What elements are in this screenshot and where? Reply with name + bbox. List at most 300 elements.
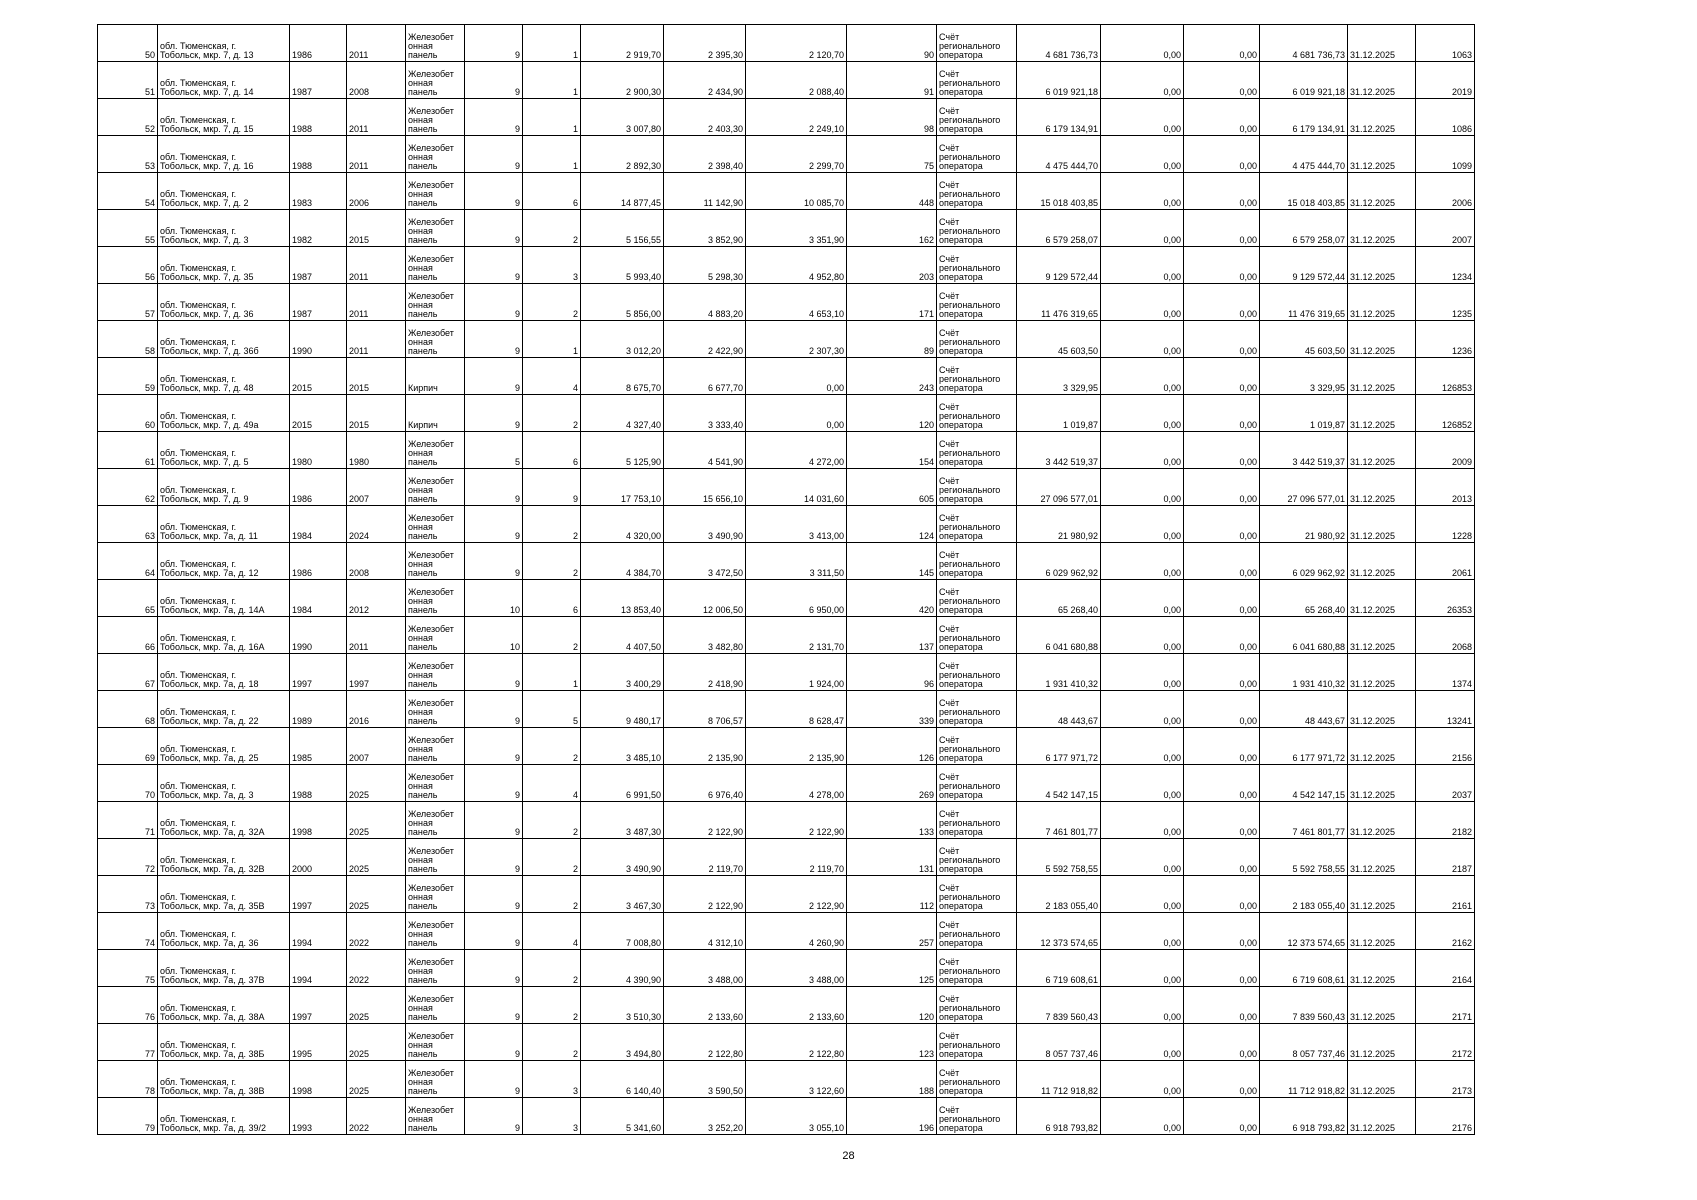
cell-deadline-date: 31.12.2025 [1348,580,1416,617]
cell-house-code: 2037 [1416,765,1475,802]
table-row [98,136,1475,173]
cell-year-built: 1986 [290,543,347,580]
cell-total-balance: 5 592 758,55 [1260,839,1348,876]
cell-floors: 9 [465,247,523,284]
cell-deadline-date: 31.12.2025 [1348,1098,1416,1135]
cell-wall-material: Железобет онная панель [406,210,465,247]
cell-total-area: 6 140,40 [581,1061,664,1098]
cell-row-number: 66 [98,617,158,654]
cell-residents: 339 [847,691,937,728]
cell-premises-area: 3 311,50 [746,543,847,580]
cell-interest-amount: 0,00 [1184,321,1260,358]
cell-house-code: 2019 [1416,62,1475,99]
cell-residents: 154 [847,432,937,469]
cell-fund-balance: 1 931 410,32 [1017,654,1101,691]
cell-row-number: 70 [98,765,158,802]
cell-address: обл. Тюменская, г. Тобольск, мкр. 7а, д. 16А [158,617,290,654]
cell-residents: 188 [847,1061,937,1098]
cell-row-number: 54 [98,173,158,210]
cell-floors: 9 [465,987,523,1024]
cell-year-renovated: 2022 [347,913,406,950]
cell-residents: 96 [847,654,937,691]
cell-debt-amount: 0,00 [1101,950,1184,987]
cell-total-area: 2 892,30 [581,136,664,173]
cell-year-renovated: 2012 [347,580,406,617]
cell-debt-amount: 0,00 [1101,839,1184,876]
cell-entrances: 2 [523,876,581,913]
cell-house-code: 2173 [1416,1061,1475,1098]
cell-address: обл. Тюменская, г. Тобольск, мкр. 7, д. 9 [158,469,290,506]
cell-deadline-date: 31.12.2025 [1348,950,1416,987]
cell-wall-material: Железобет онная панель [406,136,465,173]
cell-fund-balance: 7 839 560,43 [1017,987,1101,1024]
cell-row-number: 52 [98,99,158,136]
cell-house-code: 2164 [1416,950,1475,987]
cell-address: обл. Тюменская, г. Тобольск, мкр. 7а, д. 3 [158,765,290,802]
cell-year-renovated: 2011 [347,99,406,136]
cell-fund-balance: 65 268,40 [1017,580,1101,617]
cell-address: обл. Тюменская, г. Тобольск, мкр. 7, д. 5 [158,432,290,469]
cell-floors: 9 [465,136,523,173]
cell-debt-amount: 0,00 [1101,580,1184,617]
cell-premises-area: 4 653,10 [746,284,847,321]
cell-deadline-date: 31.12.2025 [1348,25,1416,62]
cell-residential-area: 2 135,90 [664,728,746,765]
cell-debt-amount: 0,00 [1101,284,1184,321]
cell-total-balance: 6 719 608,61 [1260,950,1348,987]
cell-residents: 257 [847,913,937,950]
cell-year-built: 1995 [290,1024,347,1061]
cell-wall-material: Железобет онная панель [406,765,465,802]
cell-interest-amount: 0,00 [1184,580,1260,617]
cell-entrances: 2 [523,395,581,432]
cell-entrances: 4 [523,765,581,802]
cell-row-number: 78 [98,1061,158,1098]
cell-wall-material: Железобет онная панель [406,913,465,950]
cell-debt-amount: 0,00 [1101,654,1184,691]
cell-fund-balance: 45 603,50 [1017,321,1101,358]
cell-residential-area: 4 883,20 [664,284,746,321]
cell-total-area: 5 993,40 [581,247,664,284]
cell-premises-area: 10 085,70 [746,173,847,210]
table-row [98,691,1475,728]
cell-year-renovated: 2015 [347,358,406,395]
table-row [98,543,1475,580]
cell-residential-area: 2 434,90 [664,62,746,99]
cell-row-number: 51 [98,62,158,99]
table-row [98,358,1475,395]
cell-premises-area: 14 031,60 [746,469,847,506]
cell-floors: 10 [465,617,523,654]
cell-total-balance: 15 018 403,85 [1260,173,1348,210]
cell-fund-balance: 15 018 403,85 [1017,173,1101,210]
cell-year-built: 1987 [290,62,347,99]
cell-row-number: 50 [98,25,158,62]
cell-row-number: 77 [98,1024,158,1061]
cell-year-built: 1989 [290,691,347,728]
cell-floors: 10 [465,580,523,617]
cell-row-number: 58 [98,321,158,358]
cell-house-code: 2176 [1416,1098,1475,1135]
cell-house-code: 1374 [1416,654,1475,691]
cell-fund-method: Счёт регионального оператора [937,1024,1017,1061]
cell-year-renovated: 2025 [347,765,406,802]
cell-total-balance: 6 019 921,18 [1260,62,1348,99]
cell-residential-area: 15 656,10 [664,469,746,506]
cell-entrances: 3 [523,247,581,284]
cell-residents: 89 [847,321,937,358]
cell-year-renovated: 2016 [347,691,406,728]
table-row [98,210,1475,247]
cell-premises-area: 1 924,00 [746,654,847,691]
cell-row-number: 65 [98,580,158,617]
cell-fund-method: Счёт регионального оператора [937,136,1017,173]
cell-fund-method: Счёт регионального оператора [937,358,1017,395]
cell-entrances: 5 [523,691,581,728]
cell-address: обл. Тюменская, г. Тобольск, мкр. 7а, д. 38Б [158,1024,290,1061]
cell-floors: 9 [465,506,523,543]
cell-house-code: 2172 [1416,1024,1475,1061]
cell-deadline-date: 31.12.2025 [1348,247,1416,284]
cell-total-balance: 12 373 574,65 [1260,913,1348,950]
cell-total-area: 4 320,00 [581,506,664,543]
cell-fund-method: Счёт регионального оператора [937,876,1017,913]
cell-total-balance: 2 183 055,40 [1260,876,1348,913]
cell-residents: 125 [847,950,937,987]
cell-interest-amount: 0,00 [1184,99,1260,136]
cell-residential-area: 3 488,00 [664,950,746,987]
cell-fund-balance: 3 329,95 [1017,358,1101,395]
cell-address: обл. Тюменская, г. Тобольск, мкр. 7а, д. 18 [158,654,290,691]
cell-house-code: 2162 [1416,913,1475,950]
cell-debt-amount: 0,00 [1101,432,1184,469]
cell-row-number: 71 [98,802,158,839]
cell-floors: 9 [465,321,523,358]
cell-deadline-date: 31.12.2025 [1348,99,1416,136]
cell-debt-amount: 0,00 [1101,99,1184,136]
cell-deadline-date: 31.12.2025 [1348,469,1416,506]
cell-residential-area: 3 852,90 [664,210,746,247]
cell-residents: 171 [847,284,937,321]
cell-year-built: 1984 [290,506,347,543]
cell-interest-amount: 0,00 [1184,839,1260,876]
cell-debt-amount: 0,00 [1101,469,1184,506]
cell-address: обл. Тюменская, г. Тобольск, мкр. 7а, д. 39/2 [158,1098,290,1135]
cell-premises-area: 2 122,80 [746,1024,847,1061]
cell-interest-amount: 0,00 [1184,210,1260,247]
cell-year-renovated: 2006 [347,173,406,210]
cell-residents: 605 [847,469,937,506]
cell-residential-area: 2 119,70 [664,839,746,876]
cell-address: обл. Тюменская, г. Тобольск, мкр. 7а, д. 38В [158,1061,290,1098]
cell-year-renovated: 2025 [347,876,406,913]
cell-deadline-date: 31.12.2025 [1348,1024,1416,1061]
cell-total-balance: 9 129 572,44 [1260,247,1348,284]
cell-fund-method: Счёт регионального оператора [937,654,1017,691]
cell-address: обл. Тюменская, г. Тобольск, мкр. 7, д. 36б [158,321,290,358]
cell-residents: 124 [847,506,937,543]
cell-total-area: 3 510,30 [581,987,664,1024]
cell-deadline-date: 31.12.2025 [1348,173,1416,210]
cell-fund-balance: 6 041 680,88 [1017,617,1101,654]
cell-fund-method: Счёт регионального оператора [937,543,1017,580]
cell-year-built: 1985 [290,728,347,765]
cell-residents: 269 [847,765,937,802]
cell-year-renovated: 1980 [347,432,406,469]
cell-entrances: 1 [523,136,581,173]
cell-entrances: 2 [523,543,581,580]
cell-wall-material: Железобет онная панель [406,25,465,62]
cell-total-area: 9 480,17 [581,691,664,728]
cell-year-renovated: 2011 [347,321,406,358]
cell-entrances: 2 [523,506,581,543]
cell-row-number: 56 [98,247,158,284]
cell-fund-balance: 11 712 918,82 [1017,1061,1101,1098]
cell-total-balance: 3 329,95 [1260,358,1348,395]
cell-house-code: 2013 [1416,469,1475,506]
cell-fund-method: Счёт регионального оператора [937,25,1017,62]
cell-row-number: 60 [98,395,158,432]
cell-total-balance: 4 681 736,73 [1260,25,1348,62]
cell-row-number: 57 [98,284,158,321]
cell-premises-area: 3 351,90 [746,210,847,247]
cell-year-built: 1993 [290,1098,347,1135]
cell-entrances: 3 [523,1061,581,1098]
table-row [98,62,1475,99]
cell-residents: 123 [847,1024,937,1061]
cell-interest-amount: 0,00 [1184,506,1260,543]
cell-premises-area: 2 120,70 [746,25,847,62]
cell-entrances: 1 [523,321,581,358]
cell-total-area: 5 125,90 [581,432,664,469]
cell-residents: 98 [847,99,937,136]
cell-wall-material: Железобет онная панель [406,802,465,839]
cell-fund-method: Счёт регионального оператора [937,1061,1017,1098]
cell-wall-material: Железобет онная панель [406,543,465,580]
cell-total-area: 8 675,70 [581,358,664,395]
cell-fund-balance: 1 019,87 [1017,395,1101,432]
cell-deadline-date: 31.12.2025 [1348,839,1416,876]
cell-wall-material: Железобет онная панель [406,654,465,691]
cell-year-renovated: 2025 [347,1061,406,1098]
cell-entrances: 9 [523,469,581,506]
cell-wall-material: Железобет онная панель [406,173,465,210]
table-row [98,950,1475,987]
cell-debt-amount: 0,00 [1101,913,1184,950]
cell-year-built: 1990 [290,617,347,654]
cell-deadline-date: 31.12.2025 [1348,691,1416,728]
cell-residential-area: 2 122,80 [664,1024,746,1061]
cell-fund-method: Счёт регионального оператора [937,99,1017,136]
cell-year-renovated: 2008 [347,62,406,99]
cell-deadline-date: 31.12.2025 [1348,987,1416,1024]
cell-row-number: 72 [98,839,158,876]
cell-residents: 120 [847,395,937,432]
table-row [98,25,1475,62]
cell-total-balance: 8 057 737,46 [1260,1024,1348,1061]
cell-interest-amount: 0,00 [1184,543,1260,580]
cell-year-renovated: 2025 [347,802,406,839]
cell-premises-area: 6 950,00 [746,580,847,617]
cell-floors: 9 [465,395,523,432]
cell-floors: 9 [465,469,523,506]
cell-wall-material: Железобет онная панель [406,728,465,765]
cell-year-renovated: 2007 [347,469,406,506]
cell-fund-balance: 6 719 608,61 [1017,950,1101,987]
cell-fund-method: Счёт регионального оператора [937,210,1017,247]
cell-address: обл. Тюменская, г. Тобольск, мкр. 7а, д. 25 [158,728,290,765]
cell-deadline-date: 31.12.2025 [1348,432,1416,469]
cell-fund-balance: 21 980,92 [1017,506,1101,543]
cell-fund-balance: 11 476 319,65 [1017,284,1101,321]
table-row [98,395,1475,432]
cell-debt-amount: 0,00 [1101,765,1184,802]
cell-fund-balance: 5 592 758,55 [1017,839,1101,876]
cell-year-built: 2015 [290,358,347,395]
cell-deadline-date: 31.12.2025 [1348,1061,1416,1098]
cell-premises-area: 2 133,60 [746,987,847,1024]
cell-house-code: 2187 [1416,839,1475,876]
cell-house-code: 2156 [1416,728,1475,765]
cell-floors: 9 [465,691,523,728]
cell-house-code: 1228 [1416,506,1475,543]
cell-debt-amount: 0,00 [1101,1098,1184,1135]
cell-year-renovated: 2015 [347,395,406,432]
cell-total-balance: 21 980,92 [1260,506,1348,543]
cell-residential-area: 3 590,50 [664,1061,746,1098]
cell-year-built: 1997 [290,654,347,691]
cell-address: обл. Тюменская, г. Тобольск, мкр. 7, д. 16 [158,136,290,173]
cell-fund-method: Счёт регионального оператора [937,580,1017,617]
cell-total-balance: 7 461 801,77 [1260,802,1348,839]
cell-interest-amount: 0,00 [1184,469,1260,506]
cell-debt-amount: 0,00 [1101,543,1184,580]
cell-residential-area: 4 312,10 [664,913,746,950]
cell-fund-method: Счёт регионального оператора [937,469,1017,506]
cell-total-balance: 3 442 519,37 [1260,432,1348,469]
cell-premises-area: 4 260,90 [746,913,847,950]
cell-residents: 145 [847,543,937,580]
cell-row-number: 61 [98,432,158,469]
cell-debt-amount: 0,00 [1101,802,1184,839]
cell-entrances: 2 [523,950,581,987]
cell-entrances: 2 [523,617,581,654]
cell-year-built: 1986 [290,25,347,62]
cell-debt-amount: 0,00 [1101,173,1184,210]
cell-residential-area: 3 252,20 [664,1098,746,1135]
cell-interest-amount: 0,00 [1184,395,1260,432]
cell-wall-material: Железобет онная панель [406,839,465,876]
cell-year-built: 1982 [290,210,347,247]
cell-total-area: 13 853,40 [581,580,664,617]
table-row [98,1098,1475,1135]
cell-debt-amount: 0,00 [1101,136,1184,173]
cell-fund-method: Счёт регионального оператора [937,1098,1017,1135]
cell-fund-method: Счёт регионального оператора [937,173,1017,210]
cell-entrances: 4 [523,358,581,395]
cell-entrances: 1 [523,654,581,691]
cell-interest-amount: 0,00 [1184,728,1260,765]
cell-interest-amount: 0,00 [1184,654,1260,691]
cell-fund-balance: 3 442 519,37 [1017,432,1101,469]
cell-wall-material: Железобет онная панель [406,1024,465,1061]
cell-premises-area: 4 952,80 [746,247,847,284]
cell-residents: 91 [847,62,937,99]
cell-year-built: 1998 [290,1061,347,1098]
cell-floors: 9 [465,210,523,247]
cell-wall-material: Кирпич [406,395,465,432]
cell-wall-material: Железобет онная панель [406,987,465,1024]
cell-interest-amount: 0,00 [1184,25,1260,62]
cell-fund-balance: 2 183 055,40 [1017,876,1101,913]
cell-wall-material: Железобет онная панель [406,469,465,506]
cell-house-code: 2006 [1416,173,1475,210]
cell-year-renovated: 2022 [347,950,406,987]
cell-residents: 131 [847,839,937,876]
cell-total-area: 14 877,45 [581,173,664,210]
cell-deadline-date: 31.12.2025 [1348,802,1416,839]
cell-wall-material: Железобет онная панель [406,99,465,136]
cell-address: обл. Тюменская, г. Тобольск, мкр. 7, д. 35 [158,247,290,284]
cell-address: обл. Тюменская, г. Тобольск, мкр. 7, д. 14 [158,62,290,99]
cell-interest-amount: 0,00 [1184,617,1260,654]
table-row [98,99,1475,136]
cell-year-built: 1986 [290,469,347,506]
cell-deadline-date: 31.12.2025 [1348,395,1416,432]
cell-debt-amount: 0,00 [1101,25,1184,62]
cell-fund-balance: 4 475 444,70 [1017,136,1101,173]
cell-deadline-date: 31.12.2025 [1348,617,1416,654]
cell-year-built: 1983 [290,173,347,210]
cell-fund-method: Счёт регионального оператора [937,987,1017,1024]
cell-address: обл. Тюменская, г. Тобольск, мкр. 7, д. 36 [158,284,290,321]
cell-address: обл. Тюменская, г. Тобольск, мкр. 7, д. 3 [158,210,290,247]
cell-floors: 9 [465,728,523,765]
cell-residents: 112 [847,876,937,913]
cell-total-area: 3 487,30 [581,802,664,839]
cell-residents: 162 [847,210,937,247]
cell-address: обл. Тюменская, г. Тобольск, мкр. 7, д. 15 [158,99,290,136]
cell-year-built: 1994 [290,913,347,950]
cell-fund-method: Счёт регионального оператора [937,691,1017,728]
cell-premises-area: 3 055,10 [746,1098,847,1135]
cell-residents: 203 [847,247,937,284]
table-row [98,728,1475,765]
cell-row-number: 62 [98,469,158,506]
cell-entrances: 6 [523,580,581,617]
cell-interest-amount: 0,00 [1184,765,1260,802]
cell-entrances: 3 [523,1098,581,1135]
cell-address: обл. Тюменская, г. Тобольск, мкр. 7а, д. 22 [158,691,290,728]
cell-address: обл. Тюменская, г. Тобольск, мкр. 7, д. 48 [158,358,290,395]
cell-premises-area: 2 122,90 [746,802,847,839]
housing-registry-table [97,24,1475,1135]
cell-row-number: 64 [98,543,158,580]
cell-premises-area: 3 488,00 [746,950,847,987]
cell-interest-amount: 0,00 [1184,1024,1260,1061]
cell-premises-area: 2 119,70 [746,839,847,876]
cell-total-balance: 6 029 962,92 [1260,543,1348,580]
cell-residents: 196 [847,1098,937,1135]
cell-wall-material: Железобет онная панель [406,617,465,654]
cell-fund-balance: 6 177 971,72 [1017,728,1101,765]
cell-year-renovated: 2025 [347,839,406,876]
cell-total-area: 6 991,50 [581,765,664,802]
cell-house-code: 2161 [1416,876,1475,913]
cell-total-balance: 4 542 147,15 [1260,765,1348,802]
cell-premises-area: 4 278,00 [746,765,847,802]
cell-interest-amount: 0,00 [1184,284,1260,321]
